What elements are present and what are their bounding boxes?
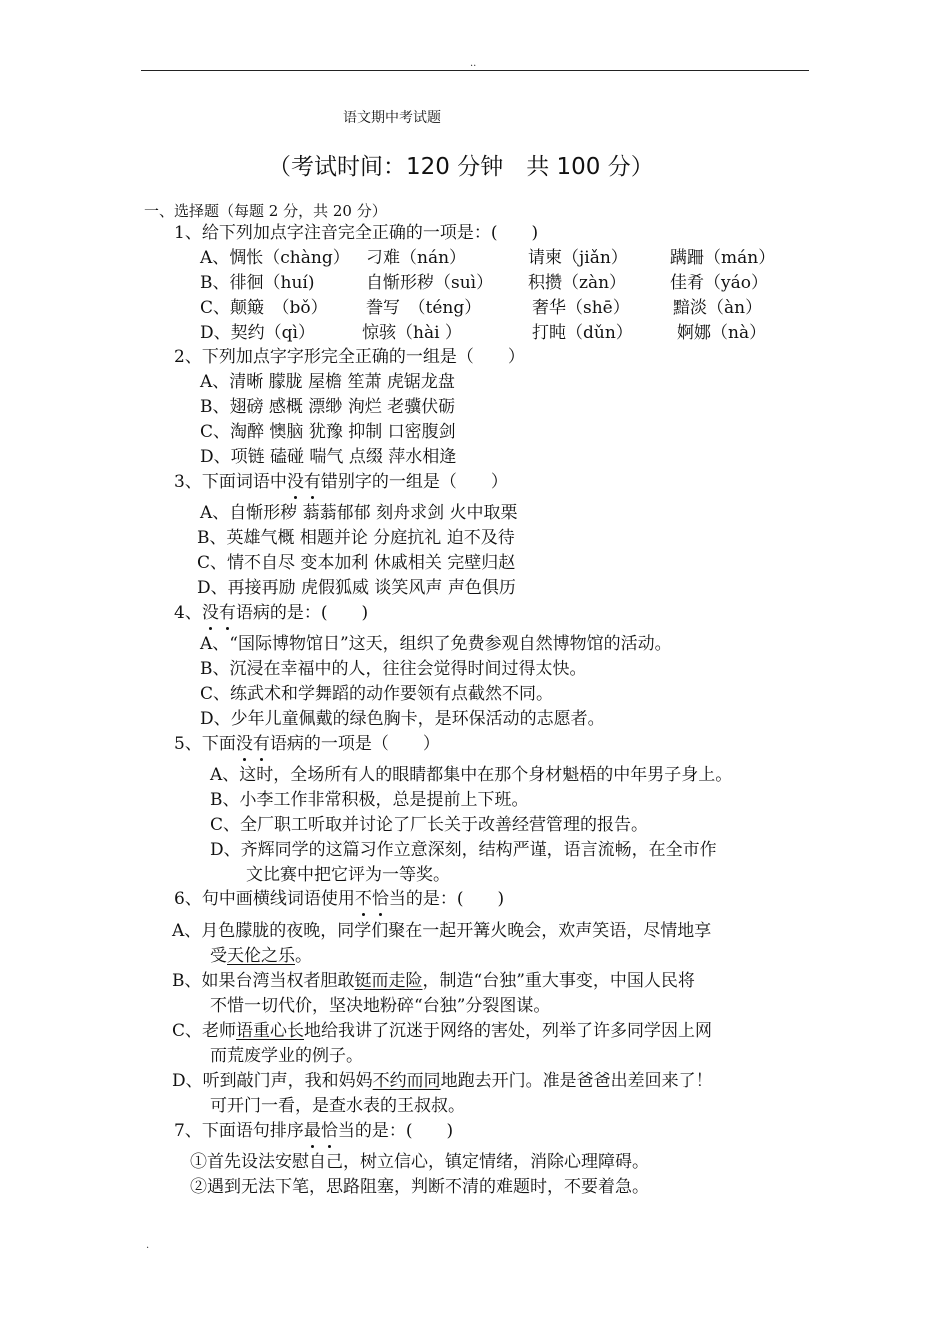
q1-option-c-1: C、颠簸 （bǒ）: [200, 298, 328, 318]
q1-option-d-3: 打盹（dǔn）: [532, 323, 633, 343]
q6-option-d-line2: 可开门一看，是查水表的王叔叔。: [210, 1096, 465, 1116]
q1-option-a-1: A、惆怅（chàng）: [200, 248, 350, 268]
q6-option-b-line1: B、如果台湾当权者胆敢铤而走险，制造“台独”重大事变，中国人民将: [172, 971, 695, 991]
q2-option-c: C、淘醉 懊脑 犹豫 抑制 口密腹剑: [200, 422, 456, 442]
q6-option-c-line1: C、老师语重心长地给我讲了沉迷于网络的害处，列举了许多同学因上网: [172, 1021, 713, 1041]
q6-option-b-line2: 不惜一切代价，坚决地粉碎“台独”分裂图谋。: [210, 996, 551, 1016]
q1-option-b-3: 积攒（zàn）: [528, 273, 627, 293]
exam-title: 语文期中考试题: [343, 110, 441, 126]
header-rule: [141, 70, 809, 71]
q4-option-c: C、练武术和学舞蹈的动作要领有点截然不同。: [200, 684, 554, 704]
q1-option-b-1: B、徘徊（huí): [200, 273, 315, 293]
q1-option-b-2: 自惭形秽（suì）: [366, 273, 494, 293]
q5-option-b: B、小李工作非常积极，总是提前上下班。: [210, 790, 529, 810]
q7-sentence-1: ①首先设法安慰自己，树立信心，镇定情绪，消除心理障碍。: [190, 1152, 649, 1172]
q1-option-a-4: 蹒跚（mán）: [670, 248, 776, 268]
q2-option-a: A、清晰 朦胧 屋檐 笙萧 虎锯龙盘: [200, 372, 455, 392]
exam-subtitle: （考试时间：120 分钟 共 100 分）: [268, 154, 654, 180]
q1-option-a-3: 请柬（jiǎn）: [528, 248, 628, 268]
header-dots: ..: [470, 58, 477, 69]
q5-stem: 5、下面没有语病的一项是（ ）: [174, 734, 440, 754]
q2-stem: 2、下列加点字字形完全正确的一组是（ ）: [174, 347, 525, 367]
q7-stem: 7、下面语句排序最恰当的是：( ): [174, 1121, 454, 1141]
section-heading: 一、选择题（每题 2 分，共 20 分）: [144, 202, 387, 220]
underlined-phrase: 不约而同: [372, 1071, 441, 1091]
underlined-phrase: 天伦之乐: [227, 946, 295, 966]
q1-option-d-2: 惊骇（hài ）: [362, 323, 462, 343]
emphasis-dot-char: 没: [286, 472, 304, 492]
q3-option-b: B、英雄气概 相题并论 分庭抗礼 迫不及待: [197, 528, 515, 548]
emphasis-dot-char: 有: [252, 734, 270, 754]
q1-option-c-2: 誊写 （téng）: [366, 298, 482, 318]
q1-option-b-4: 佳肴（yáo）: [670, 273, 768, 293]
emphasis-dot-char: 恰: [320, 1121, 338, 1141]
q3-option-d: D、再接再励 虎假狐威 谈笑风声 声色俱历: [197, 578, 516, 598]
underlined-phrase: 铤而走险: [354, 971, 423, 991]
q5-option-a: A、这时，全场所有人的眼睛都集中在那个身材魁梧的中年男子身上。: [210, 765, 733, 785]
q1-option-d-1: D、契约（qì）: [200, 323, 315, 343]
q3-option-a: A、自惭形秽 蓊蓊郁郁 刻舟求剑 火中取栗: [200, 503, 518, 523]
q3-option-c: C、情不自尽 变本加利 休戚相关 完壁归赵: [197, 553, 516, 573]
q2-option-b: B、翅磅 感概 漂缈 洵烂 老骥伏砺: [200, 397, 456, 417]
footer-dot: .: [146, 1240, 150, 1251]
q6-option-d-line1: D、听到敲门声，我和妈妈不约而同地跑去开门。准是爸爸出差回来了！: [172, 1071, 713, 1091]
q6-stem: 6、句中画横线词语使用不恰当的是：( ): [174, 889, 505, 909]
emphasis-dot-char: 没: [235, 734, 253, 754]
emphasis-dot-char: 不: [354, 889, 372, 909]
q4-option-b: B、沉浸在幸福中的人，往往会觉得时间过得太快。: [200, 659, 587, 679]
q5-option-c: C、全厂职工听取并讨论了厂长关于改善经营管理的报告。: [210, 815, 649, 835]
q1-stem: 1、给下列加点字注音完全正确的一项是：( ): [174, 223, 539, 243]
q4-option-a: A、“国际博物馆日”这天，组织了免费参观自然博物馆的活动。: [200, 634, 672, 654]
q6-option-a-line1: A、月色朦胧的夜晚，同学们聚在一起开篝火晚会，欢声笑语，尽情地享: [172, 921, 712, 941]
q1-option-a-2: 刁难（nán）: [366, 248, 467, 268]
q1-option-c-3: 奢华（shē）: [532, 298, 630, 318]
emphasis-dot-char: 有: [218, 603, 236, 623]
q7-sentence-2: ②遇到无法下笔，思路阻塞，判断不清的难题时，不要着急。: [190, 1177, 649, 1197]
q1-option-c-4: 黯淡（àn）: [673, 298, 763, 318]
q2-option-d: D、项链 磕碰 喘气 点缀 萍水相逄: [200, 447, 457, 467]
q4-stem: 4、没有语病的是：( ): [174, 603, 369, 623]
q6-option-a-line2: 受天伦之乐。: [210, 946, 312, 966]
q6-option-c-line2: 而荒废学业的例子。: [210, 1046, 363, 1066]
emphasis-dot-char: 没: [201, 603, 219, 623]
q3-stem: 3、下面词语中没有错别字的一组是（ ）: [174, 472, 508, 492]
underlined-phrase: 语重心长: [236, 1021, 305, 1041]
q4-option-d: D、少年儿童佩戴的绿色胸卡，是环保活动的志愿者。: [200, 709, 605, 729]
q1-option-d-4: 婀娜（nà）: [677, 323, 767, 343]
q5-option-d-line1: D、齐辉同学的这篇习作立意深刻，结构严谨，语言流畅，在全市作: [210, 840, 717, 860]
emphasis-dot-char: 有: [303, 472, 321, 492]
emphasis-dot-char: 最: [303, 1121, 321, 1141]
emphasis-dot-char: 恰: [371, 889, 389, 909]
q5-option-d-line2: 文比赛中把它评为一等奖。: [246, 865, 450, 885]
